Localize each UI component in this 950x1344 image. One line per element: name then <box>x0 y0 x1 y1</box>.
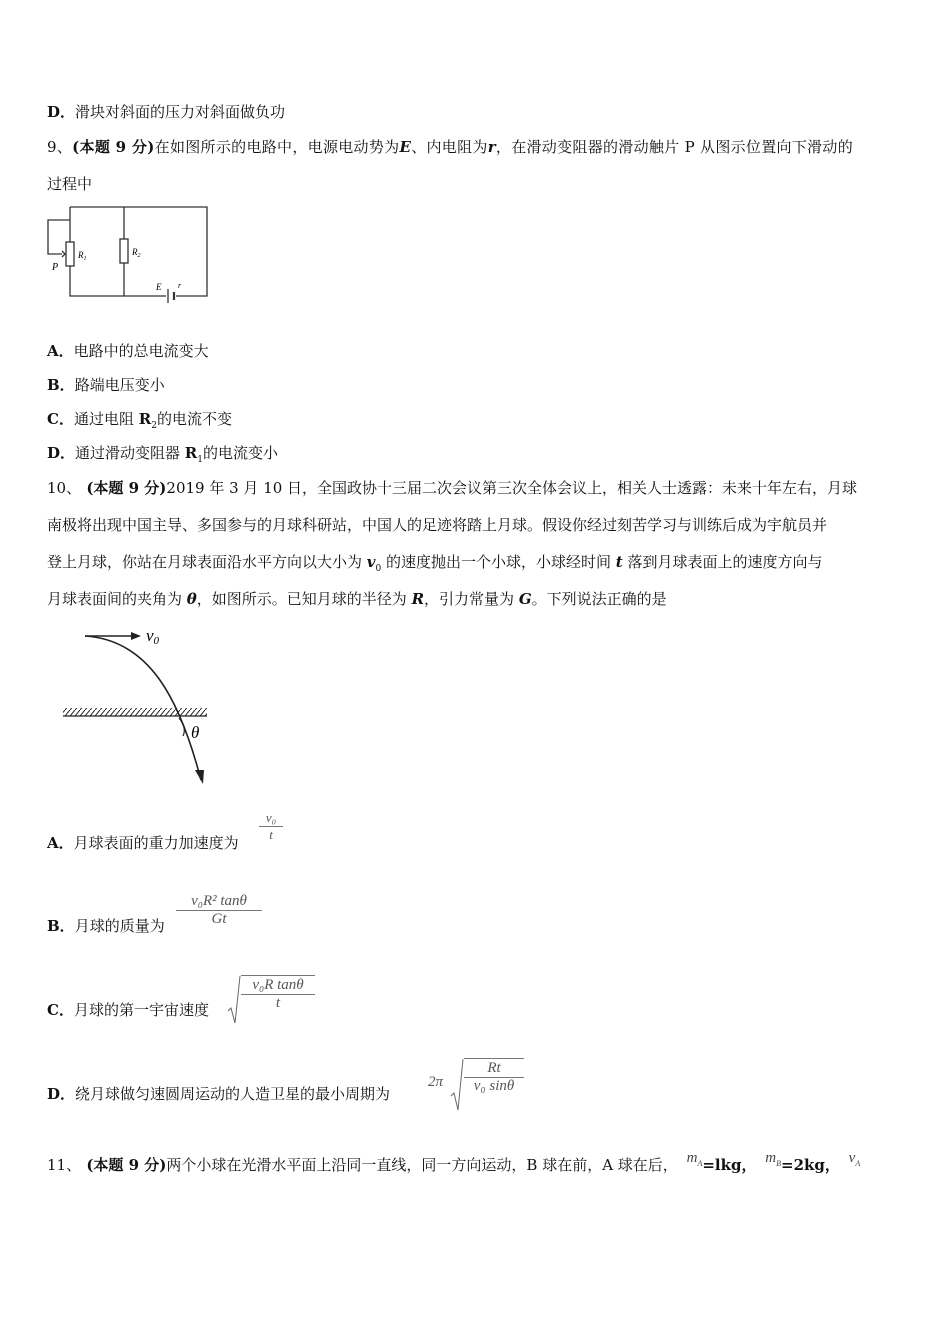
q10-option-b-formula <box>176 893 262 928</box>
q10-option-a-formula <box>259 810 283 843</box>
option-text: 的电流变小 <box>203 444 279 462</box>
angle-symbol: θ <box>186 590 197 608</box>
formula-numerator: Rt <box>487 1060 501 1076</box>
theta-label: θ <box>191 723 200 742</box>
question-number: 11、 <box>47 1156 82 1174</box>
option-text: 月球的第一宇宙速度 <box>73 1001 209 1019</box>
option-letter: A． <box>47 834 74 852</box>
option-letter: A． <box>47 342 74 360</box>
formula-numerator: v₀ <box>265 810 277 825</box>
velocity-subscript: 0 <box>375 564 382 574</box>
formula-coefficient: 2π <box>428 1074 444 1090</box>
resistor-symbol: R <box>138 410 152 428</box>
resistor-symbol: R <box>184 444 198 462</box>
q9-option-c <box>47 409 232 436</box>
stem-text: ，如图所示。已知月球的半径为 <box>196 590 412 608</box>
option-letter: D． <box>47 444 76 462</box>
option-text: 月球的质量为 <box>74 917 165 935</box>
q9-stem-line1 <box>47 137 853 157</box>
option-text: 月球表面的重力加速度为 <box>73 834 239 852</box>
battery-e-label: E <box>156 282 162 292</box>
q10-option-c <box>47 1000 209 1020</box>
option-letter: B． <box>47 376 75 394</box>
question-points: (本题 9 分) <box>81 1156 167 1174</box>
option-letter: B． <box>47 917 75 935</box>
battery-r-label: r <box>178 281 182 290</box>
option-text: 绕月球做匀速圆周运动的人造卫星的最小周期为 <box>75 1085 391 1103</box>
stem-text: 在如图所示的电路中，电源电动势为 <box>154 138 400 156</box>
q9-option-d <box>47 443 278 470</box>
q10-option-d <box>47 1084 390 1104</box>
q10-stem-line4 <box>47 589 667 609</box>
q8-option-d <box>47 102 285 122</box>
q10-stem-line3 <box>47 552 823 579</box>
formula-denominator: v₀ sinθ <box>473 1078 515 1094</box>
v0-label: v0 <box>146 626 160 647</box>
formula-denominator: Gt <box>211 911 227 927</box>
mass-a-symbol: $m_A$ <box>686 1150 703 1168</box>
velocity-symbol: v <box>366 553 376 571</box>
option-text: 电路中的总电流变大 <box>73 342 209 360</box>
resistor-subscript: 1 <box>197 455 203 465</box>
question-points: (本题 9 分) <box>81 479 167 497</box>
r2-label: $R_2$ <box>132 247 141 259</box>
radius-symbol: R <box>411 590 425 608</box>
q10-stem-line2 <box>47 515 827 535</box>
stem-text: 两个小球在光滑水平面上沿同一直线，同一方向运动，B 球在前，A 球在后， <box>166 1156 678 1174</box>
option-text: 路端电压变小 <box>74 376 165 394</box>
option-letter: D． <box>47 103 76 121</box>
slider-p-label: P <box>52 262 59 273</box>
mass-b-symbol: $m_B$ <box>765 1150 781 1168</box>
option-text: 滑块对斜面的压力对斜面做负功 <box>75 103 286 121</box>
stem-text: 、内电阻为 <box>411 138 488 156</box>
gravity-constant-symbol: G <box>518 590 532 608</box>
resistance-symbol: r <box>487 138 496 156</box>
stem-text: ，在滑动变阻器的滑动触片 P 从图示位置向下滑动的 <box>495 138 854 156</box>
q9-option-a <box>47 341 209 361</box>
stem-text: 过程中 <box>47 175 93 193</box>
q11-stem-line1 <box>47 1150 861 1182</box>
stem-text: 。下列说法正确的是 <box>531 590 667 608</box>
q10-option-a <box>47 833 239 853</box>
stem-text: 落到月球表面上的速度方向与 <box>622 553 823 571</box>
question-points: (本题 9 分) <box>72 138 155 156</box>
q9-stem-line2 <box>47 174 92 194</box>
formula-denominator: t <box>275 995 281 1011</box>
time-symbol: t <box>615 553 623 571</box>
formula-numerator: v₀R tanθ <box>252 977 304 993</box>
sqrt-sign-icon <box>450 1058 464 1112</box>
r1-label: $R_1$ <box>78 250 87 262</box>
question-number: 10、 <box>47 479 82 497</box>
stem-text: 的速度抛出一个小球，小球经时间 <box>381 553 616 571</box>
mass-a-value: =lkg， <box>702 1156 757 1174</box>
formula-numerator: v₀R² tanθ <box>191 893 247 909</box>
q10-option-b <box>47 916 165 936</box>
option-letter: D． <box>47 1085 76 1103</box>
option-text: 通过滑动变阻器 <box>75 444 185 462</box>
stem-text: 南极将出现中国主导、多国参与的月球科研站，中国人的足迹将踏上月球。假设你经过刻苦学习与训练后成为宇航员并 <box>47 516 828 534</box>
question-number: 9、 <box>47 138 73 156</box>
sqrt-sign-icon <box>227 975 241 1025</box>
velocity-a-symbol: $v_A$ <box>848 1150 861 1168</box>
q10-stem-line1 <box>47 478 857 498</box>
q10-option-c-formula <box>227 975 315 1012</box>
q9-option-b <box>47 375 165 395</box>
option-letter: C． <box>47 1001 74 1019</box>
q10-option-d-formula <box>428 1058 524 1095</box>
formula-denominator: t <box>269 827 273 842</box>
mass-b-value: =2kg， <box>781 1156 840 1174</box>
option-letter: C． <box>47 410 74 428</box>
projectile-diagram <box>55 620 225 790</box>
stem-text: 登上月球，你站在月球表面沿水平方向以大小为 <box>47 553 367 571</box>
stem-text: 月球表面间的夹角为 <box>47 590 187 608</box>
option-text: 的电流不变 <box>156 410 232 428</box>
stem-text: 2019 年 3 月 10 日，全国政协十三届二次会议第三次全体会议上，相关人士透露：未来十年左右，月球 <box>166 479 858 497</box>
stem-text: ，引力常量为 <box>424 590 519 608</box>
emf-symbol: E <box>399 138 412 156</box>
resistor-subscript: 2 <box>151 421 157 431</box>
circuit-diagram <box>40 200 215 305</box>
option-text: 通过电阻 <box>73 410 139 428</box>
